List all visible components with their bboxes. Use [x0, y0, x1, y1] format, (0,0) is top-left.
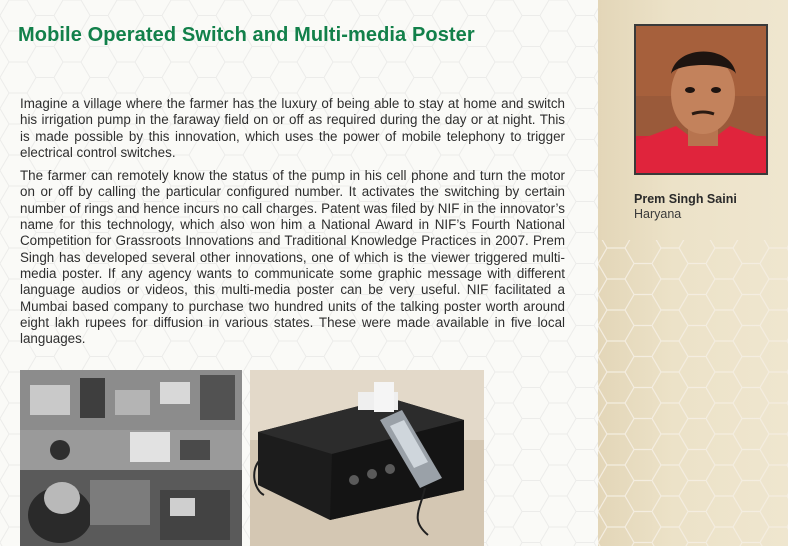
paragraph-details: The farmer can remotely know the status of the pump in his cell phone and turn the motor on or off by calling the particular configured number. It activates the switching by certain number of rings and hence incurs no call charges. Patent was filed by NIF in the innovator’s name for this technology, which also won him a National Award in NIF’s Fourth National Competition for Grassroots Innovations and Traditional Knowledge Practices in 2007. Prem Singh has developed several other innovations, one of which is the viewer triggered multi-media poster. If any agency wants to communicate some graphic message with different language audios or videos, this multi-media poster can be very useful. NIF facilitated a Mumbai based company to purchase two hundred units of the talking poster worth around eight lakh rupees for diffusion in various states. These were made available in five local languages. — [20, 168, 565, 347]
paragraph-intro: Imagine a village where the farmer has the luxury of being able to stay at home and switch his irrigation pump in the faraway field on or off as required during the day or at night. This is made possible by this innovation, which uses the power of mobile telephony to trigger electrical control switches. — [20, 96, 565, 160]
innovator-portrait — [634, 24, 768, 175]
workshop-photo — [20, 370, 242, 546]
page-title: Mobile Operated Switch and Multi-media Poster — [18, 24, 475, 46]
innovator-sidebar — [598, 0, 788, 546]
article-body — [20, 96, 565, 354]
device-photo — [250, 370, 484, 546]
innovator-name: Prem Singh Saini — [634, 192, 737, 206]
innovator-location: Haryana — [634, 207, 682, 221]
